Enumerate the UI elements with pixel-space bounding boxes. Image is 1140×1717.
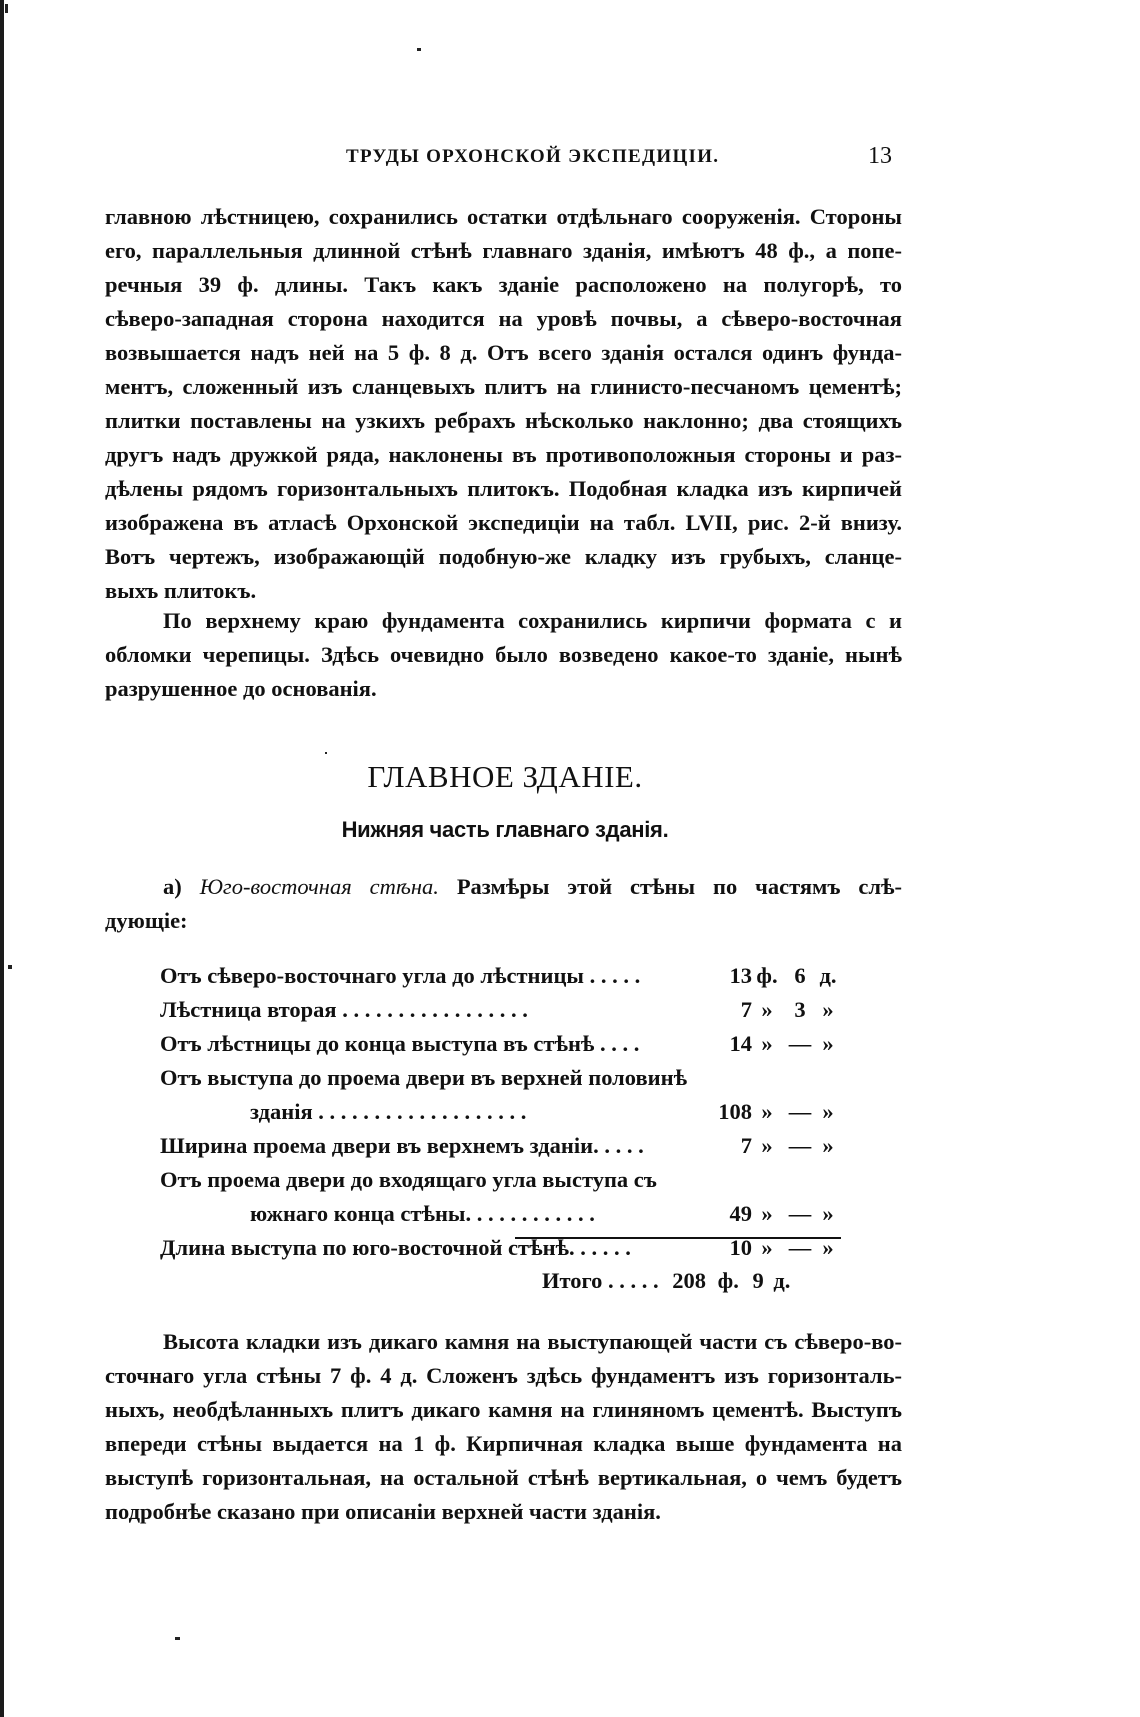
- value-inches: —: [788, 1201, 812, 1226]
- value-inches: —: [788, 1099, 812, 1124]
- paragraph-2: [105, 604, 902, 706]
- scan-speck: [175, 1637, 180, 1640]
- wall-name: Юго-восточная стѣна.: [199, 874, 439, 899]
- row-label: Отъ лѣстницы до конца выступа въ стѣнѣ . . . .: [160, 1031, 640, 1056]
- scan-speck: [325, 752, 327, 754]
- text-line: сѣверо-западная сторона находится на уровѣ почвы, а сѣверо-восточная: [105, 306, 902, 331]
- table-row: [160, 989, 838, 1023]
- scan-speck: [8, 965, 12, 969]
- text-line: Высота кладки изъ дикаго камня на выступающей части съ сѣверо-во-: [163, 1329, 902, 1354]
- unit-feet: ф.: [756, 963, 778, 988]
- row-label: Отъ проема двери до входящаго угла выступа съ: [160, 1167, 657, 1192]
- unit-inches: »: [822, 1201, 834, 1226]
- row-label: Длина выступа по юго-восточной стѣнѣ. . . . . .: [160, 1235, 631, 1260]
- scan-edge: [0, 0, 4, 1717]
- unit-feet: »: [761, 997, 773, 1022]
- value-feet: 7: [740, 997, 752, 1022]
- sum-rule: [515, 1237, 841, 1239]
- unit-feet: »: [761, 1133, 773, 1158]
- total-inches-unit: д.: [773, 1268, 791, 1293]
- value-feet: 108: [718, 1099, 752, 1124]
- value-inches: —: [788, 1031, 812, 1056]
- row-label: Ширина проема двери въ верхнемъ зданіи. . . . .: [160, 1133, 644, 1158]
- wall-intro: [105, 870, 902, 938]
- text-line: выступѣ горизонтальная, на остальной стѣнѣ вертикальная, о чемъ будетъ: [105, 1465, 902, 1490]
- text-line: ментъ, сложенный изъ сланцевыхъ плитъ на глинисто-песчаномъ цементѣ;: [105, 374, 902, 399]
- total-feet-unit: ф.: [717, 1268, 739, 1293]
- page-number: 13: [868, 143, 892, 169]
- value-feet: 13: [729, 963, 752, 988]
- text-line: дѣлены рядомъ горизонтальныхъ плитокъ. Подобная кладка изъ кирпичей: [105, 476, 902, 501]
- value-inches: —: [788, 1133, 812, 1158]
- section-subtitle: Нижняя часть главнаго зданія.: [341, 817, 669, 842]
- paragraph-text: По верхнему краю фундамента сохранились кирпичи формата c и обломки черепицы. Здѣсь очевидно было возведено какое-то зданіе, нынѣ разрушенное до основанія.: [105, 608, 902, 701]
- paragraph-3: [105, 1325, 902, 1529]
- unit-feet: »: [761, 1235, 773, 1260]
- text-line: изображена въ атласѣ Орхонской экспедиціи на табл. LVII, рис. 2-й внизу.: [105, 510, 902, 535]
- row-label-continued: южнаго конца стѣны. . . . . . . . . . . .: [250, 1201, 595, 1226]
- value-inches: 3: [794, 997, 806, 1022]
- unit-inches: »: [822, 1133, 834, 1158]
- table-row: [160, 1125, 838, 1159]
- text-line: речныя 39 ф. длины. Такъ какъ зданіе расположено на полугорѣ, то: [105, 272, 902, 297]
- unit-feet: »: [761, 1099, 773, 1124]
- dimensions-table: [160, 955, 838, 1261]
- intro-text: дующіе:: [105, 908, 188, 933]
- table-row: [160, 1057, 838, 1091]
- text-line: впереди стѣны выдается на 1 ф. Кирпичная кладка выше фундамента на: [105, 1431, 902, 1456]
- item-label: а): [163, 874, 182, 899]
- running-title: ТРУДЫ ОРХОНСКОЙ ЭКСПЕДИЦІИ.: [346, 146, 720, 167]
- table-row: [160, 1227, 838, 1261]
- table-row: [160, 1193, 838, 1227]
- text-line: плитки поставлены на узкихъ ребрахъ нѣсколько наклонно; два стоящихъ: [105, 408, 902, 433]
- total-row: [542, 1268, 790, 1294]
- paragraph-1: [105, 200, 902, 608]
- value-feet: 49: [729, 1201, 752, 1226]
- text-line: сточнаго угла стѣны 7 ф. 4 д. Сложенъ здѣсь фундаментъ изъ горизонталь-: [105, 1363, 902, 1388]
- row-label: Отъ выступа до проема двери въ верхней половинѣ: [160, 1065, 688, 1090]
- unit-inches: »: [822, 1031, 834, 1056]
- text-line: выхъ плитокъ.: [105, 578, 257, 603]
- unit-inches: »: [822, 997, 834, 1022]
- table-row: [160, 955, 838, 989]
- total-label: Итого . . . . .: [542, 1268, 659, 1293]
- text-line: возвышается надъ ней на 5 ф. 8 д. Отъ всего зданія остался одинъ фунда-: [105, 340, 902, 365]
- table-row: [160, 1023, 838, 1057]
- text-line: главною лѣстницею, сохранились остатки отдѣльнаго сооруженія. Стороны: [105, 204, 902, 229]
- table-row: [160, 1091, 838, 1125]
- scan-speck: [5, 4, 8, 13]
- unit-feet: »: [761, 1031, 773, 1056]
- section-title: ГЛАВНОЕ ЗДАНІЕ.: [367, 759, 643, 794]
- value-inches: —: [788, 1235, 812, 1260]
- value-inches: 6: [794, 963, 806, 988]
- row-label: Отъ сѣверо-восточнаго угла до лѣстницы . . . . .: [160, 963, 641, 988]
- text-line: его, параллельныя длинной стѣнѣ главнаго зданія, имѣютъ 48 ф., а попе-: [105, 238, 902, 263]
- text-line: ныхъ, необдѣланныхъ плитъ дикаго камня на глиняномъ цементѣ. Выступъ: [105, 1397, 902, 1422]
- row-label-continued: зданія . . . . . . . . . . . . . . . . . . .: [250, 1099, 527, 1124]
- value-feet: 14: [729, 1031, 752, 1056]
- text-line: подробнѣе сказано при описаніи верхней части зданія.: [105, 1499, 661, 1524]
- intro-text: Размѣры этой стѣны по частямъ слѣ-: [456, 874, 902, 899]
- unit-inches: »: [822, 1099, 834, 1124]
- unit-inches: д.: [819, 963, 837, 988]
- unit-feet: »: [761, 1201, 773, 1226]
- text-line: другъ надъ дружкой ряда, наклонены въ противоположныя стороны и раз-: [105, 442, 902, 467]
- total-inches: 9: [752, 1268, 764, 1293]
- unit-inches: »: [822, 1235, 834, 1260]
- value-feet: 10: [729, 1235, 752, 1260]
- total-feet: 208: [672, 1268, 707, 1293]
- table-row: [160, 1159, 838, 1193]
- value-feet: 7: [740, 1133, 752, 1158]
- row-label: Лѣстница вторая . . . . . . . . . . . . . . . . .: [160, 997, 528, 1022]
- text-line: Вотъ чертежъ, изображающій подобную-же кладку изъ грубыхъ, сланце-: [105, 544, 902, 569]
- scan-speck: [417, 48, 421, 51]
